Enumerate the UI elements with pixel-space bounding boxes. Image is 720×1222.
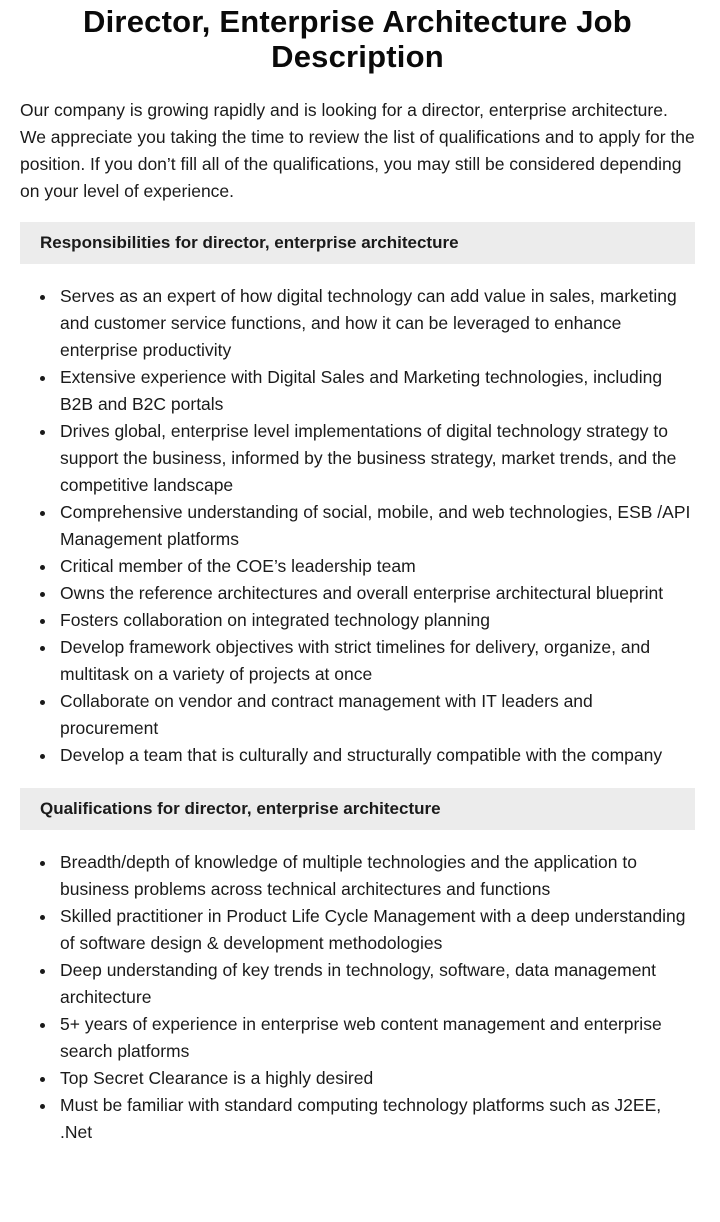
list-item: Drives global, enterprise level implementations of digital technology strategy to support the business, informed by the business strategy, market trends, and the competitive landscape: [60, 418, 695, 499]
list-item: Extensive experience with Digital Sales and Marketing technologies, including B2B and B2C portals: [60, 364, 695, 418]
list-item: Skilled practitioner in Product Life Cycle Management with a deep understanding of software design & development methodologies: [60, 903, 695, 957]
qualifications-heading: Qualifications for director, enterprise architecture: [20, 788, 695, 830]
responsibilities-list: [20, 283, 695, 769]
qualifications-list: [20, 849, 695, 1146]
page-title: Director, Enterprise Architecture Job Description: [83, 4, 632, 74]
list-item: Develop a team that is culturally and structurally compatible with the company: [60, 742, 695, 769]
list-item: Top Secret Clearance is a highly desired: [60, 1065, 695, 1092]
intro-paragraph: Our company is growing rapidly and is looking for a director, enterprise architecture. We appreciate you taking the time to review the list of qualifications and to apply for the position. If you don’t fill all of the qualifications, you may still be considered depending on your level of experience.: [20, 100, 695, 201]
list-item: Critical member of the COE’s leadership team: [60, 553, 695, 580]
list-item: Collaborate on vendor and contract management with IT leaders and procurement: [60, 688, 695, 742]
list-item: 5+ years of experience in enterprise web content management and enterprise search platforms: [60, 1011, 695, 1065]
list-item: Comprehensive understanding of social, mobile, and web technologies, ESB /API Management platforms: [60, 499, 695, 553]
list-item: Serves as an expert of how digital technology can add value in sales, marketing and customer service functions, and how it can be leveraged to enhance enterprise productivity: [60, 283, 695, 364]
list-item: Fosters collaboration on integrated technology planning: [60, 607, 695, 634]
responsibilities-heading: Responsibilities for director, enterprise architecture: [20, 222, 695, 264]
list-item: Breadth/depth of knowledge of multiple technologies and the application to business problems across technical architectures and functions: [60, 849, 695, 903]
list-item: Must be familiar with standard computing technology platforms such as J2EE, .Net: [60, 1092, 695, 1146]
list-item: Deep understanding of key trends in technology, software, data management architecture: [60, 957, 695, 1011]
list-item: Develop framework objectives with strict timelines for delivery, organize, and multitask on a variety of projects at once: [60, 634, 695, 688]
list-item: Owns the reference architectures and overall enterprise architectural blueprint: [60, 580, 695, 607]
